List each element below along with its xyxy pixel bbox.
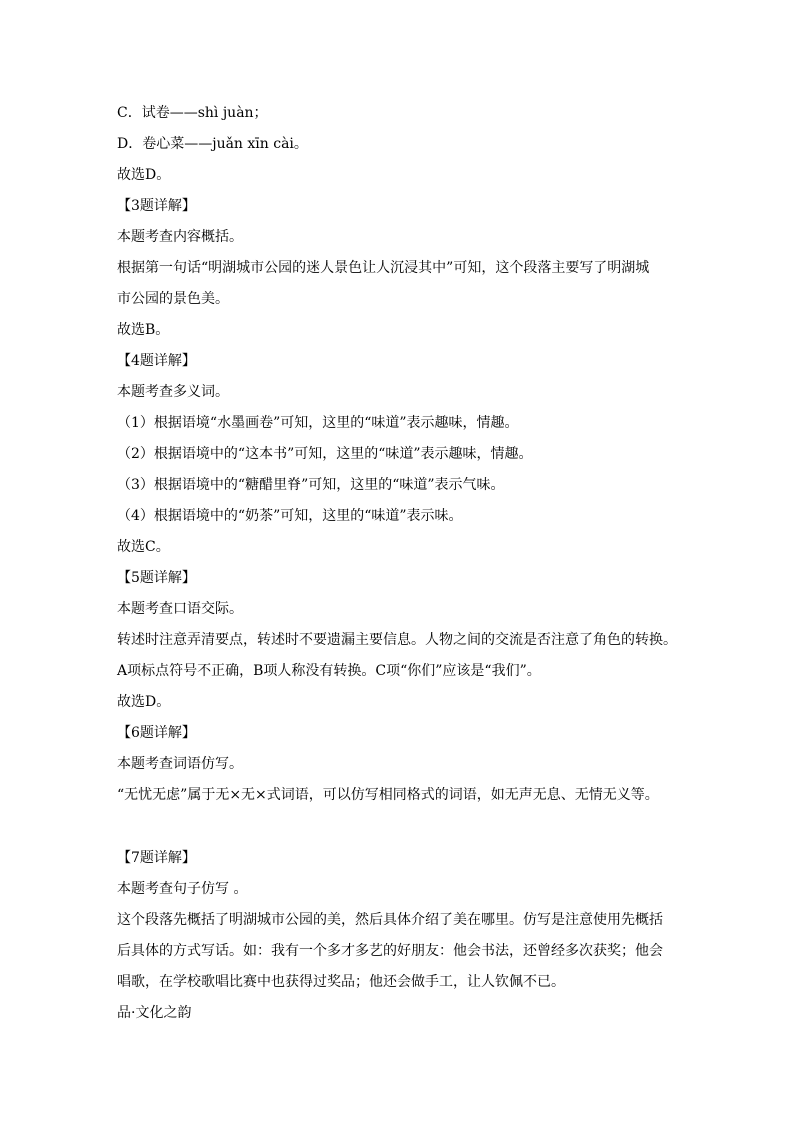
section-topic: 本题考查内容概括。 <box>117 229 243 245</box>
explanation-item: （2）根据语境中的“这本书”可知，这里的“味道”表示趣味，情趣。 <box>117 446 533 462</box>
explanation-item: （1）根据语境“水墨画卷”可知，这里的“味道”表示趣味，情趣。 <box>117 415 519 431</box>
explanation-line: “无忧无虑”属于无×无×式词语，可以仿写相同格式的词语，如无声无息、无情无义等。 <box>117 787 659 803</box>
answer-choice: 故选C。 <box>117 539 170 555</box>
section-topic: 本题考查口语交际。 <box>117 601 243 617</box>
answer-option-d: D．卷心菜——juǎn xīn cài。 <box>117 136 308 152</box>
explanation-line: A项标点符号不正确，B项人称没有转换。C项“你们”应该是“我们”。 <box>117 663 541 679</box>
explanation-line: 这个段落先概括了明湖城市公园的美，然后具体介绍了美在哪里。仿写是注意使用先概括 <box>117 912 663 928</box>
answer-choice: 故选D。 <box>117 694 171 710</box>
explanation-line: 市公园的景色美。 <box>117 291 229 307</box>
section-topic: 本题考查多义词。 <box>117 384 229 400</box>
explanation-item: （3）根据语境中的“糖醋里脊”可知，这里的“味道”表示气味。 <box>117 477 505 493</box>
section-heading-5: 【5题详解】 <box>117 570 196 586</box>
section-heading-6: 【6题详解】 <box>117 725 196 741</box>
section-heading-4: 【4题详解】 <box>117 353 196 369</box>
explanation-line: 转述时注意弄清要点，转述时不要遗漏主要信息。人物之间的交流是否注意了角色的转换。 <box>117 632 677 648</box>
section-topic: 本题考查句子仿写 。 <box>117 881 248 897</box>
answer-choice: 故选B。 <box>117 322 170 338</box>
next-section-title: 品·文化之韵 <box>117 1005 192 1021</box>
answer-option-c: C．试卷——shì juàn； <box>117 105 268 121</box>
answer-choice: 故选D。 <box>117 167 171 183</box>
section-heading-7: 【7题详解】 <box>117 850 196 866</box>
section-topic: 本题考查词语仿写。 <box>117 756 243 772</box>
explanation-item: （4）根据语境中的“奶茶”可知，这里的“味道”表示味。 <box>117 508 463 524</box>
section-heading-3: 【3题详解】 <box>117 198 196 214</box>
explanation-line: 根据第一句话“明湖城市公园的迷人景色让人沉浸其中”可知，这个段落主要写了明湖城 <box>117 260 650 276</box>
explanation-line: 后具体的方式写话。如：我有一个多才多艺的好朋友：他会书法，还曾经多次获奖；他会 <box>117 943 663 959</box>
explanation-line: 唱歌，在学校歌唱比赛中也获得过奖品；他还会做手工，让人钦佩不已。 <box>117 974 565 990</box>
